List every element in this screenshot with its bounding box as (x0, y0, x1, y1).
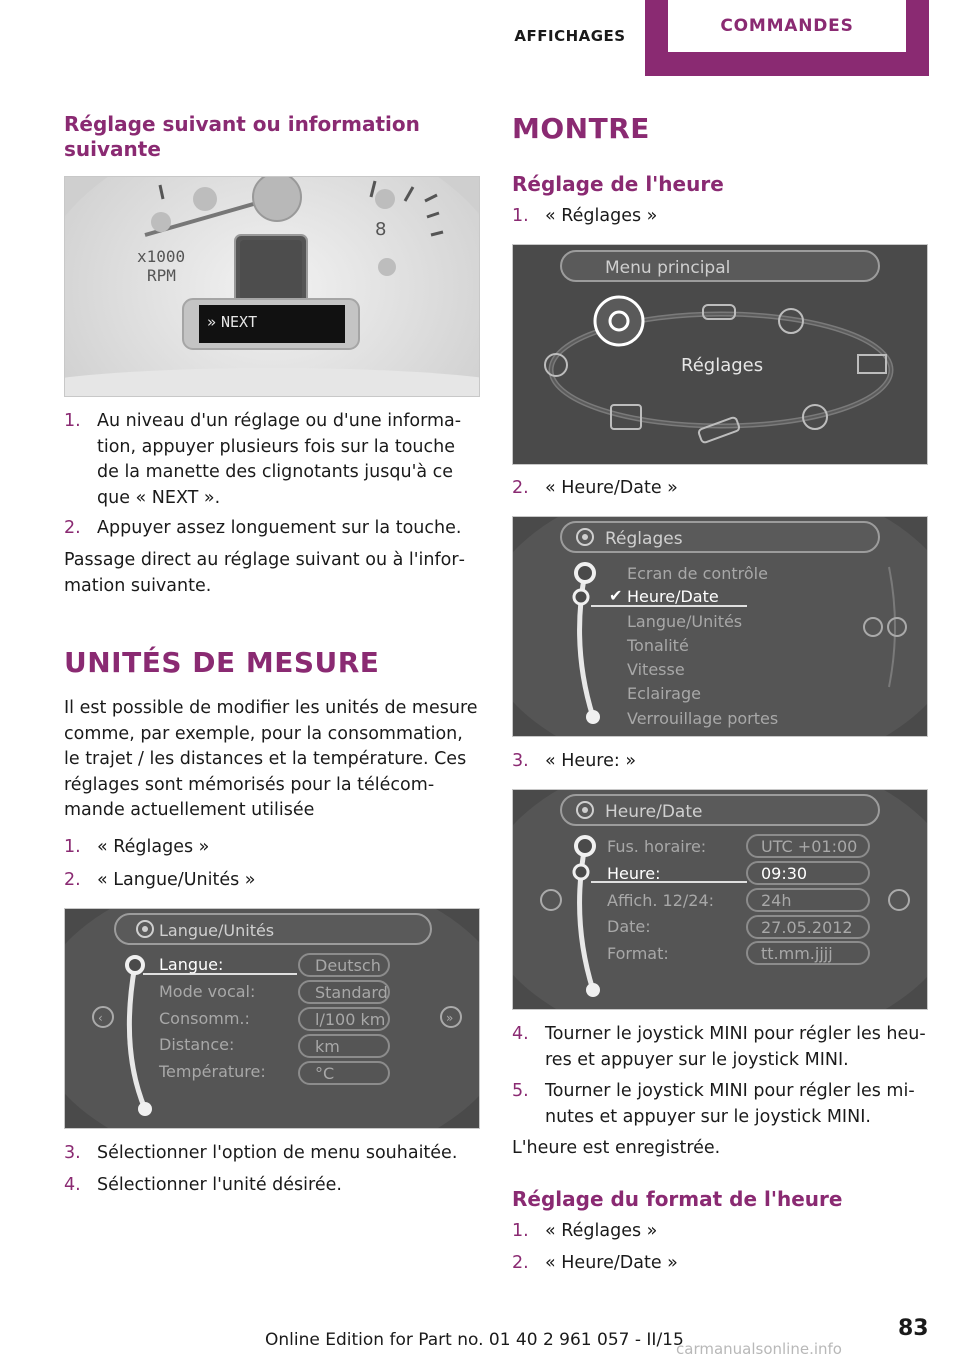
step-text: Appuyer assez longuement sur la touche. (97, 518, 462, 538)
step-number: 2. (512, 1253, 529, 1273)
row-label: Fus. horaire: (607, 837, 707, 856)
step-number: 3. (64, 1143, 81, 1163)
screen-title: Réglages (605, 529, 683, 549)
svg-text:»: » (207, 313, 217, 331)
row-value: 09:30 (761, 864, 808, 883)
step-number: 1. (64, 411, 81, 431)
step-number: 1. (512, 206, 529, 226)
screen-title: Heure/Date (605, 802, 703, 822)
step-time-4 (512, 1022, 928, 1073)
row-label: Langue: (159, 955, 224, 974)
menu-item: Ecran de contrôle (627, 564, 768, 583)
svg-text:»: » (446, 1011, 454, 1025)
row-value: 27.05.2012 (761, 918, 853, 937)
step-number: 2. (64, 518, 81, 538)
row-label: Température: (159, 1062, 266, 1081)
gear-icon (595, 297, 643, 345)
step-units-2 (64, 868, 480, 894)
header-tab-affichages: AFFICHAGES (514, 27, 626, 45)
row-label: Format: (607, 944, 669, 963)
step-left-1 (64, 409, 480, 511)
step-units-4 (64, 1173, 480, 1199)
step-text: Sélectionner l'option de menu souhaitée. (97, 1143, 458, 1163)
step-text: « Heure/Date » (545, 1253, 678, 1273)
row-value: °C (315, 1064, 335, 1083)
heading-montre: MONTRE (512, 112, 650, 145)
row-label: Date: (607, 917, 651, 936)
step-text: Sélectionner l'unité désirée. (97, 1175, 342, 1195)
step-text: « Réglages » (97, 837, 210, 857)
row-value: Standard (315, 983, 388, 1002)
menu-item-selected: Heure/Date (627, 587, 719, 606)
step-time-5 (512, 1079, 928, 1130)
step-text: Tourner le joystick MINI pour régler les heures et appuyer sur le joystick MINI. (545, 1024, 926, 1070)
header-tab-commandes: COMMANDES (668, 0, 906, 52)
step-text: « Langue/Unités » (97, 870, 256, 890)
step-text: « Réglages » (545, 206, 658, 226)
row-label: Distance: (159, 1035, 235, 1054)
menu-item: Vitesse (627, 660, 685, 679)
step-number: 2. (64, 870, 81, 890)
row-value: tt.mm.jjjj (761, 944, 833, 963)
step-number: 2. (512, 478, 529, 498)
screen-title: Langue/Unités (159, 921, 275, 940)
figure-settings-screen (512, 516, 928, 737)
menu-item: Eclairage (627, 684, 701, 703)
screen-center-label: Réglages (681, 355, 764, 376)
figure-main-menu-screen (512, 244, 928, 465)
step-left-2 (64, 516, 480, 542)
step-time-3 (512, 749, 928, 775)
row-value: Deutsch (315, 956, 381, 975)
paragraph-time-saved: L'heure est enregistrée. (512, 1138, 721, 1158)
heading-time-format: Réglage du format de l'heure (512, 1187, 843, 1211)
step-units-1 (64, 835, 480, 861)
row-label: Affich. 12/24: (607, 891, 715, 910)
page-number: 83 (898, 1316, 929, 1341)
row-label: Consomm.: (159, 1009, 250, 1028)
rpm-label: RPM (147, 266, 176, 285)
step-number: 1. (512, 1221, 529, 1241)
step-units-3 (64, 1141, 480, 1167)
watermark: carmanualsonline.info (676, 1340, 842, 1358)
step-number: 1. (64, 837, 81, 857)
row-value: UTC +01:00 (761, 837, 858, 856)
figure-instrument-cluster (64, 176, 480, 397)
svg-text:8: 8 (375, 219, 387, 240)
step-number: 3. (512, 751, 529, 771)
row-value: l/100 km (315, 1010, 386, 1029)
row-label: Heure: (607, 864, 661, 883)
svg-text:✔: ✔ (609, 586, 623, 605)
figure-time-date-screen (512, 789, 928, 1010)
heading-set-time: Réglage de l'heure (512, 172, 724, 196)
step-text: « Heure/Date » (545, 478, 678, 498)
step-number: 4. (512, 1024, 529, 1044)
row-value: km (315, 1037, 340, 1056)
step-text: Tourner le joystick MINI pour régler les minutes et appuyer sur le joystick MINI. (545, 1081, 915, 1127)
step-format-1 (512, 1219, 928, 1245)
step-text: Au niveau d'un réglage ou d'une information, appuyer plusieurs fois sur la touche de la manette des clignotants jusqu'à ce que « NEXT ». (97, 411, 462, 508)
next-display-text: NEXT (221, 313, 258, 331)
menu-item: Tonalité (627, 636, 689, 655)
menu-item: Langue/Unités (627, 612, 743, 631)
svg-text:‹: ‹ (98, 1011, 103, 1025)
figure-langue-unites-screen (64, 908, 480, 1129)
step-number: 5. (512, 1081, 529, 1101)
step-format-2 (512, 1251, 928, 1277)
heading-units: UNITÉS DE MESURE (64, 646, 380, 679)
menu-item: Verrouillage portes (627, 709, 779, 728)
paragraph-units: Il est possible de modifier les unités de mesure comme, par exemple, pour la consommation, le trajet / les distances et la température. Ces réglages sont mémorisés pour la télécommande actuellement utilisée (64, 698, 478, 820)
step-text: « Réglages » (545, 1221, 658, 1241)
screen-title: Menu principal (605, 258, 731, 278)
row-label: Mode vocal: (159, 982, 256, 1001)
step-time-2 (512, 476, 928, 502)
step-number: 4. (64, 1175, 81, 1195)
paragraph-direct-access: Passage direct au réglage suivant ou à l'information suivante. (64, 550, 465, 596)
heading-next-setting: Réglage suivant ou information suivante (64, 112, 420, 161)
row-value: 24h (761, 891, 792, 910)
x1000-label: x1000 (137, 247, 186, 266)
footer-edition: Online Edition for Part no. 01 40 2 961 057 - II/15 (265, 1330, 684, 1350)
step-time-1 (512, 204, 928, 230)
step-text: « Heure: » (545, 751, 637, 771)
